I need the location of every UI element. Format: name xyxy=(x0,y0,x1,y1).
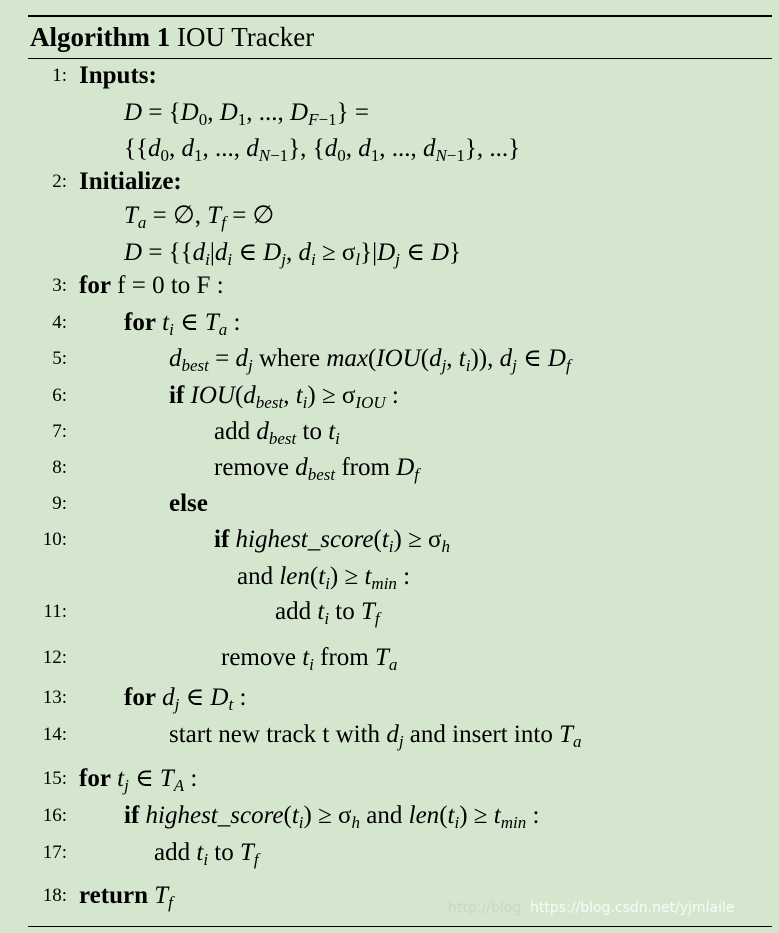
line-number: 1: xyxy=(52,65,67,86)
line-number: 4: xyxy=(52,312,67,333)
watermark-faint: http://blog. xyxy=(448,900,526,916)
keyword-for: for xyxy=(79,765,111,792)
code-text: $d_{best} = d_j$ where $\max(IOU(d_j$, $t_i$)), $d_j$ ∈ $D_f$ xyxy=(169,345,571,376)
line-number: 8: xyxy=(52,457,67,478)
line-number: 13: xyxy=(42,687,67,708)
math-expression: $D = \{D_0$, $D_1$, ..., $D_{F-1}$} = xyxy=(124,99,369,130)
math-expression: $T_a$ = ∅, $T_f$ = ∅ xyxy=(124,202,275,233)
line-number: 9: xyxy=(52,493,67,514)
algorithm-label: Algorithm 1 xyxy=(30,22,171,52)
line-number: 12: xyxy=(42,647,67,668)
line-number: 15: xyxy=(42,768,67,789)
keyword-for: for xyxy=(124,684,156,711)
algorithm-caption xyxy=(30,20,314,54)
code-text: if $highest\_score(t_i) \ge \sigma_h$ and $len(t_i) \ge t_{min}$ : xyxy=(124,802,540,833)
top-rule xyxy=(28,15,772,17)
keyword-if: if xyxy=(169,382,185,409)
code-text: if $highest\_score(t_i) \ge \sigma_h$ xyxy=(214,526,451,557)
code-text: add $t_i$ to $T_f$ xyxy=(275,598,380,629)
code-text: add $t_i$ to $T_f$ xyxy=(154,839,259,870)
code-text: for $t_i$ ∈ $T_a$ : xyxy=(124,309,241,340)
line-number: 2: xyxy=(52,171,67,192)
line-number: 7: xyxy=(52,421,67,442)
line-number: 6: xyxy=(52,385,67,406)
math-expression: {{$d_0$, $d_1$, ..., $d_{N-1}$}, {$d_0$, $d_1$, ..., $d_{N-1}$}, ...} xyxy=(124,135,521,166)
math-expression: $D = \{\{d_i|d_i$ ∈ $D_j$, $d_i \ge \sigma_l\}|D_j$ ∈ D} xyxy=(124,239,462,270)
keyword-inputs: Inputs: xyxy=(79,62,157,89)
code-text: add $d_{best}$ to $t_i$ xyxy=(214,418,340,449)
line-number: 18: xyxy=(42,885,67,906)
line-number: 10: xyxy=(42,529,67,550)
keyword-initialize: Initialize: xyxy=(79,168,182,195)
code-text: and $len(t_i) \ge t_{min}$ : xyxy=(237,563,411,594)
line-number: 5: xyxy=(52,348,67,369)
watermark xyxy=(448,900,734,916)
algorithm-title: IOU Tracker xyxy=(176,22,315,52)
keyword-for: for xyxy=(124,309,156,336)
code-text: for $t_j$ ∈ $T_A$ : xyxy=(79,765,198,796)
watermark-url: https://blog.csdn.net/yjmlaile xyxy=(530,900,735,916)
code-text: if $IOU(d_{best}$, $t_i) \ge \sigma_{IOU}$ : xyxy=(169,382,399,413)
loop-range: f = 0 to F : xyxy=(117,272,224,299)
code-text xyxy=(79,270,224,302)
keyword-for: for xyxy=(79,272,111,299)
code-text: remove $t_i$ from $T_a$ xyxy=(221,644,398,675)
code-text: remove $d_{best}$ from $D_f$ xyxy=(214,454,420,485)
keyword-return: return xyxy=(79,882,148,909)
code-text: return $T_f$ xyxy=(79,882,173,913)
code-text: for $d_j$ ∈ $D_t$ : xyxy=(124,684,247,715)
code-text: start new track t with $d_j$ and insert into $T_a$ xyxy=(169,721,582,752)
caption-rule xyxy=(28,58,772,59)
keyword-else: else xyxy=(169,490,208,517)
line-number: 14: xyxy=(42,724,67,745)
line-number: 3: xyxy=(52,275,67,296)
keyword-if: if xyxy=(124,802,140,829)
line-number: 16: xyxy=(42,805,67,826)
line-number: 11: xyxy=(43,601,67,622)
bottom-rule xyxy=(28,926,772,927)
keyword-if: if xyxy=(214,526,230,553)
line-number: 17: xyxy=(42,842,67,863)
